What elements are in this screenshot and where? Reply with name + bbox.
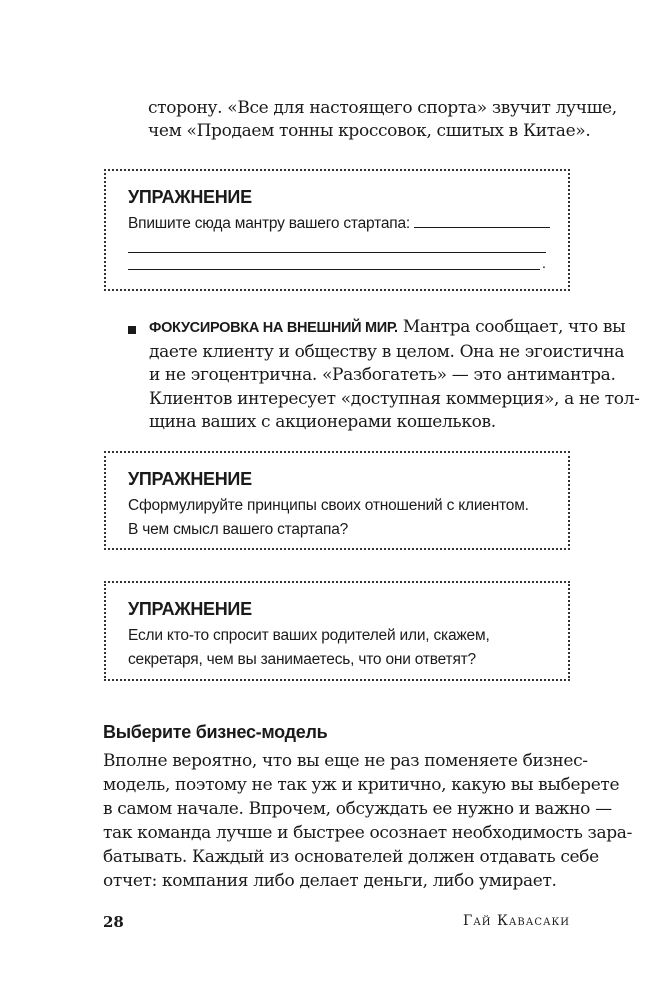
text-line: даете клиенту и обществу в целом. Она не эгоистична <box>149 341 625 362</box>
text-line: щина ваших с акционерами кошельков. <box>149 412 496 432</box>
text-line: и не эгоцентрична. «Разбогатеть» — это антимантра. <box>149 365 616 385</box>
exercise-title: УПРАЖНЕНИЕ <box>128 187 252 207</box>
end-mark: . <box>541 255 546 272</box>
exercise-text-line: В чем смысл вашего стартапа? <box>128 521 349 538</box>
exercise-box-principles <box>104 451 570 550</box>
exercise-text-line: секретаря, чем вы занимаетесь, что они ответят? <box>128 651 476 668</box>
intro-paragraph <box>103 97 617 143</box>
exercise-title: УПРАЖНЕНИЕ <box>128 599 252 619</box>
bullet-item <box>149 316 640 435</box>
exercise-title: УПРАЖНЕНИЕ <box>128 469 252 489</box>
exercise-prompt: Впишите сюда мантру вашего стартапа: <box>128 215 410 232</box>
text-line: Клиентов интересует «доступная коммерция», а не тол- <box>149 388 640 409</box>
running-footer-author: Гай Кавасаки <box>462 913 570 929</box>
answer-blank[interactable] <box>414 213 550 228</box>
answer-line[interactable] <box>128 253 540 270</box>
text-line: так команда лучше и быстрее осознает необходимость зара- <box>103 823 632 843</box>
answer-line[interactable] <box>128 236 546 253</box>
exercise-prompt-line <box>128 212 546 236</box>
page-number: 28 <box>103 913 124 931</box>
text-line: сторону. «Все для настоящего спорта» звучит лучше, <box>148 98 617 118</box>
bullet-square-icon <box>128 326 136 334</box>
bullet-first-text: Мантра сообщает, что вы <box>402 317 626 337</box>
text-line: отчет: компания либо делает деньги, либо умирает. <box>103 871 557 891</box>
text-line: чем «Продаем тонны кроссовок, сшитых в Китае». <box>148 121 591 141</box>
text-line: Вполне вероятно, что вы еще не раз поменяете бизнес- <box>103 751 588 771</box>
answer-line-last-wrap <box>128 253 546 270</box>
text-line: батывать. Каждый из основателей должен отдавать себе <box>103 847 599 867</box>
text-line: модель, поэтому не так уж и критично, какую вы выберете <box>103 775 620 795</box>
bullet-lead: ФОКУСИРОВКА НА ВНЕШНИЙ МИР. <box>149 320 398 336</box>
text-line <box>149 316 626 341</box>
section-paragraph <box>103 749 632 893</box>
exercise-text-line: Если кто-то спросит ваших родителей или, скажем, <box>128 627 490 644</box>
exercise-box-mantra <box>104 169 570 291</box>
exercise-text-line: Сформулируйте принципы своих отношений с клиентом. <box>128 497 529 514</box>
section-heading: Выберите бизнес-модель <box>103 722 328 742</box>
exercise-box-parents <box>104 581 570 681</box>
text-line: в самом начале. Впрочем, обсуждать ее нужно и важно — <box>103 799 612 819</box>
